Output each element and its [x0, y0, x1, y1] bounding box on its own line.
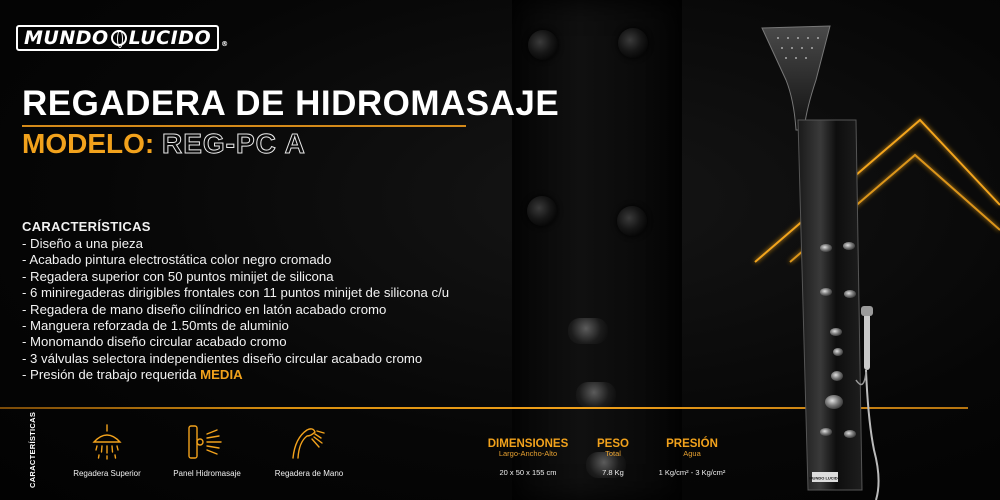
shower-panel-product-image	[756, 20, 886, 500]
shower-head-icon	[87, 422, 127, 462]
feature-hydromassage-panel	[162, 422, 252, 478]
page-title: REGADERA DE HIDROMASAJE	[22, 84, 560, 123]
title-underline	[22, 125, 466, 127]
feature-shower-head	[62, 422, 152, 478]
brand-logo: MUNDO LUCIDO ®	[16, 25, 229, 51]
hydromassage-panel-icon	[185, 422, 229, 462]
feature-item: - Manguera reforzada de 1.50mts de aluminio	[22, 318, 289, 334]
pressure-highlight: MEDIA	[200, 367, 243, 383]
feature-hand-shower	[264, 422, 354, 478]
features-heading: CARACTERÍSTICAS	[22, 219, 151, 234]
spec-pressure: PRESIÓN Agua 1 Kg/cm² - 3 Kg/cm²	[658, 438, 726, 477]
feature-item: - 3 válvulas selectora independientes diseño circular acabado cromo	[22, 350, 423, 366]
globe-icon	[111, 30, 127, 46]
spec-weight: PESO Total 7.8 Kg	[597, 438, 629, 477]
characteristics-side-label: CARACTERÍSTICAS	[28, 411, 37, 488]
feature-caption: Panel Hidromasaje	[173, 469, 241, 478]
model-value: REG-PC A	[162, 128, 306, 159]
spec-dimensions: DIMENSIONES Largo-Ancho-Alto 20 x 50 x 155 cm	[487, 438, 569, 477]
product-badge-text: MUNDO LUCIDO	[809, 475, 841, 481]
feature-item: - Diseño a una pieza	[22, 236, 143, 251]
feature-item: - Acabado pintura electrostática color negro cromado	[22, 252, 332, 268]
feature-item: - Presión de trabajo requerida MEDIA	[22, 367, 243, 383]
feature-item: - Regadera superior con 50 puntos minijet de silicona	[22, 268, 334, 284]
model-line	[22, 128, 306, 160]
feature-caption: Regadera de Mano	[274, 469, 344, 478]
model-label: MODELO:	[22, 128, 155, 159]
feature-item: - Regadera de mano diseño cilíndrico en latón acabado cromo	[22, 301, 387, 317]
feature-caption: Regadera Superior	[73, 469, 141, 478]
features-list	[22, 219, 449, 384]
feature-item: - Monomando diseño circular acabado cromo	[22, 334, 287, 350]
hand-shower-icon	[287, 422, 331, 462]
feature-item: - 6 miniregaderas dirigibles frontales con 11 puntos minijet de silicona c/u	[22, 285, 450, 301]
